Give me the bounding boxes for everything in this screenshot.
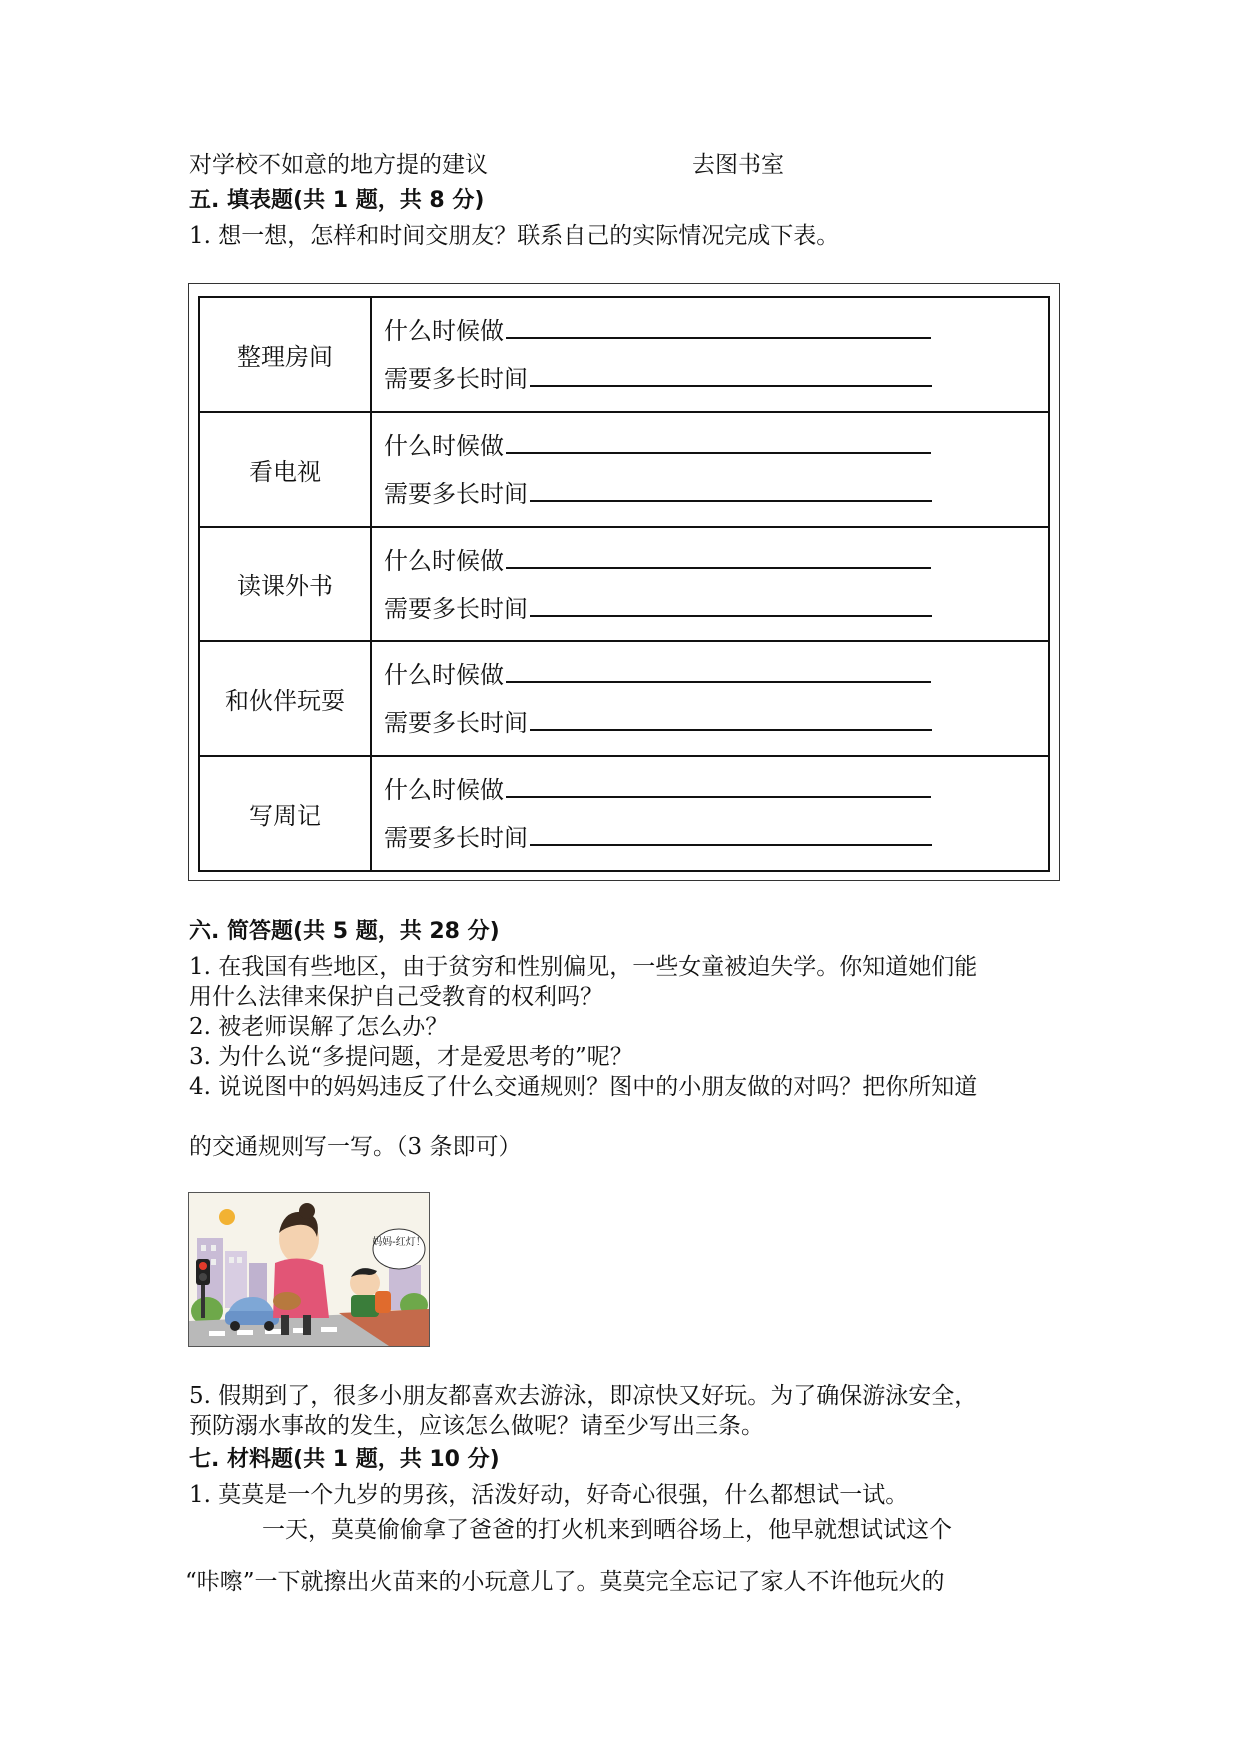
table-row bbox=[199, 412, 1049, 527]
when-label: 什么时候做 bbox=[384, 546, 504, 575]
answer-blank[interactable] bbox=[530, 615, 932, 617]
when-label: 什么时候做 bbox=[384, 431, 504, 460]
section6-heading: 六. 简答题(共 5 题，共 28 分) bbox=[189, 919, 500, 944]
section5-heading: 五. 填表题(共 1 题，共 8 分) bbox=[189, 188, 485, 213]
material-text: 1. 莫莫是一个九岁的男孩，活泼好动，好奇心很强，什么都想试一试。 bbox=[189, 1482, 909, 1508]
answer-blank[interactable] bbox=[506, 567, 931, 569]
library-text: 去图书室 bbox=[692, 152, 784, 178]
material-text: “咔嚓”一下就擦出火苗来的小玩意儿了。莫莫完全忘记了家人不许他玩火的 bbox=[185, 1569, 945, 1595]
question-text: 用什么法律来保护自己受教育的权利吗？ bbox=[189, 984, 603, 1010]
cartoon-image bbox=[189, 1193, 429, 1346]
question-text: 2. 被老师误解了怎么办？ bbox=[189, 1014, 449, 1040]
answer-cell bbox=[371, 297, 1049, 412]
answer-cell bbox=[371, 756, 1049, 871]
activity-cell: 看电视 bbox=[199, 412, 371, 527]
activity-cell: 写周记 bbox=[199, 756, 371, 871]
question-text: 5. 假期到了，很多小朋友都喜欢去游泳，即凉快又好玩。为了确保游泳安全， bbox=[189, 1383, 978, 1409]
answer-blank[interactable] bbox=[506, 796, 931, 798]
duration-label: 需要多长时间 bbox=[384, 709, 528, 738]
table-row bbox=[199, 641, 1049, 756]
duration-label: 需要多长时间 bbox=[384, 365, 528, 393]
duration-label: 需要多长时间 bbox=[384, 824, 528, 853]
section7-heading: 七. 材料题(共 1 题，共 10 分) bbox=[189, 1447, 500, 1472]
previous-item-text bbox=[189, 150, 488, 180]
answer-cell bbox=[371, 641, 1049, 756]
answer-blank[interactable] bbox=[506, 681, 931, 683]
question-text: 1. 在我国有些地区，由于贫穷和性别偏见，一些女童被迫失学。你知道她们能 bbox=[189, 954, 978, 980]
answer-blank[interactable] bbox=[506, 452, 931, 454]
time-table bbox=[198, 296, 1050, 872]
answer-blank[interactable] bbox=[530, 729, 932, 731]
table-row bbox=[199, 756, 1049, 871]
traffic-illustration bbox=[188, 1192, 430, 1347]
activity-cell: 整理房间 bbox=[199, 297, 371, 412]
duration-label: 需要多长时间 bbox=[384, 594, 528, 623]
answer-blank[interactable] bbox=[506, 337, 931, 339]
when-label: 什么时候做 bbox=[384, 776, 504, 805]
question-text: 3. 为什么说“多提问题，才是爱思考的”呢？ bbox=[189, 1044, 633, 1070]
activity-cell: 读课外书 bbox=[199, 527, 371, 642]
when-label: 什么时候做 bbox=[384, 317, 504, 345]
material-text: 一天，莫莫偷偷拿了爸爸的打火机来到晒谷场上，他早就想试试这个 bbox=[262, 1517, 952, 1543]
answer-cell bbox=[371, 527, 1049, 642]
question-text: 的交通规则写一写。（3 条即可） bbox=[189, 1134, 522, 1160]
answer-blank[interactable] bbox=[530, 385, 932, 387]
answer-blank[interactable] bbox=[530, 500, 932, 502]
answer-cell bbox=[371, 412, 1049, 527]
section5-question: 1. 想一想，怎样和时间交朋友？联系自己的实际情况完成下表。 bbox=[189, 223, 840, 249]
question-text: 4. 说说图中的妈妈违反了什么交通规则？图中的小朋友做的对吗？把你所知道 bbox=[189, 1074, 978, 1100]
suggestion-text: 对学校不如意的地方提的建议 bbox=[189, 152, 488, 178]
when-label: 什么时候做 bbox=[384, 661, 504, 690]
answer-blank[interactable] bbox=[530, 844, 932, 846]
speech-text: 妈妈-红灯！ bbox=[372, 1237, 426, 1248]
activity-cell: 和伙伴玩耍 bbox=[199, 641, 371, 756]
table-row bbox=[199, 527, 1049, 642]
question-text: 预防溺水事故的发生，应该怎么做呢？请至少写出三条。 bbox=[189, 1413, 764, 1439]
table-row bbox=[199, 297, 1049, 412]
duration-label: 需要多长时间 bbox=[384, 479, 528, 508]
